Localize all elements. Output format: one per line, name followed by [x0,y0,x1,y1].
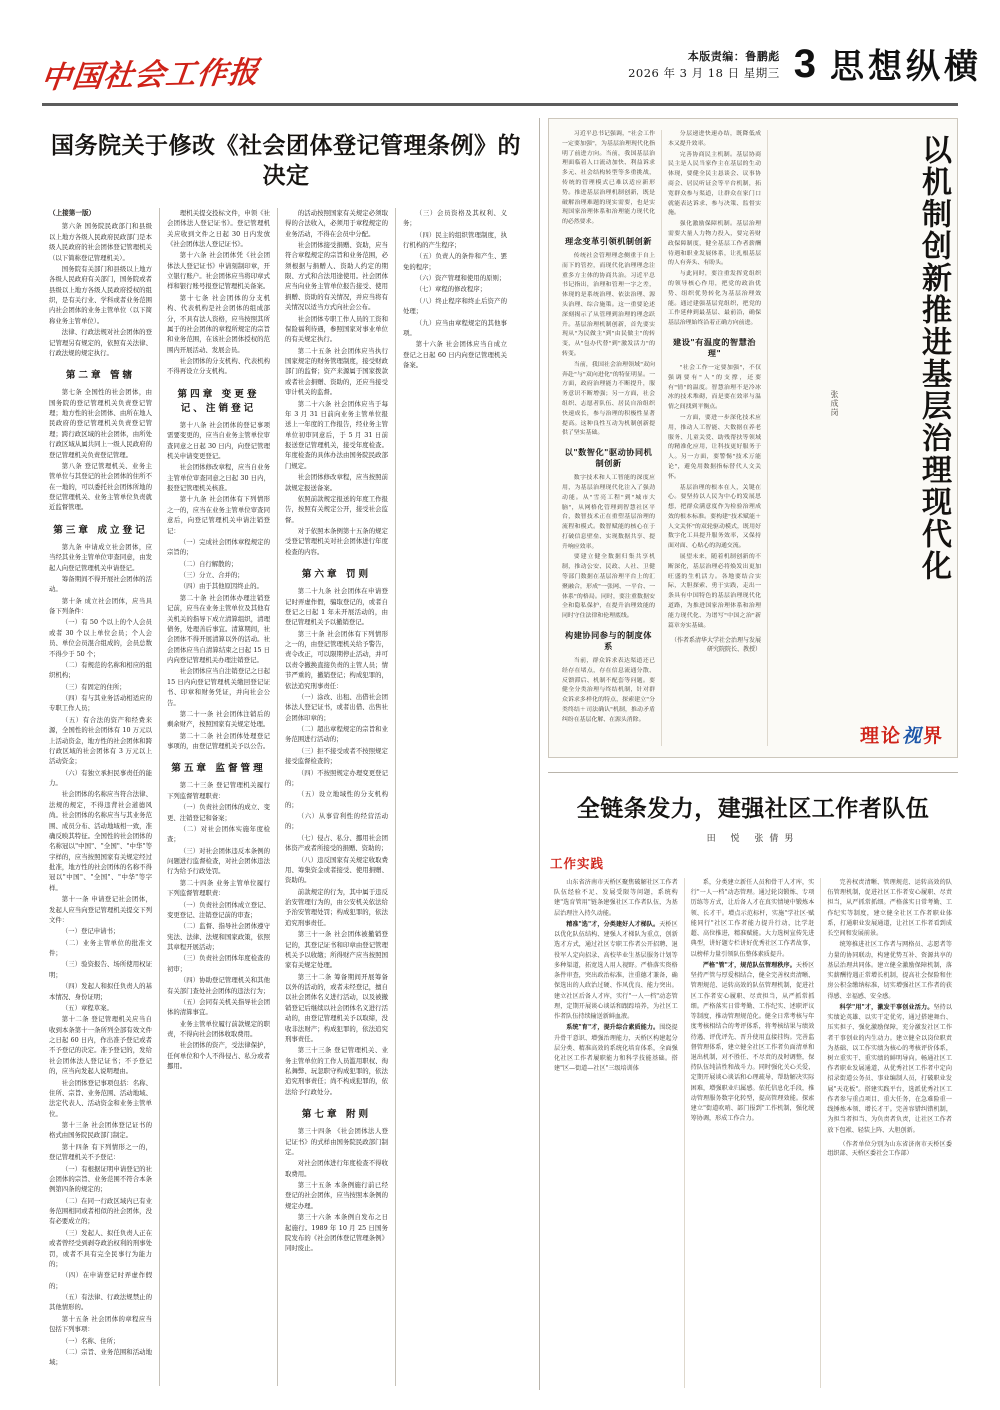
practice-section-tag: 工作实践 [550,856,605,871]
body-paragraph: （六）从事营利性的经营活动的； [285,812,388,831]
body-paragraph: （三）拒不接受或者不按照规定接受监督检查的； [285,746,388,766]
practice-column-1 [548,878,685,1388]
body-paragraph: 系统"育"才，提升综合素质能力。围绕提升骨干意识、增强治理能力，天桥区构建起分层分类、精准高效的系统化培育体系，全面强化社区工作者履职能力和科学技能基础。搭建"区—街道—社区"三级培训体 [554,1024,678,1073]
body-paragraph: 法律、行政法规对社会团体的登记管理另有规定的，依照有关法律、行政法规的规定执行。 [49,328,152,357]
body-paragraph: （二）在同一行政区域内已有业务范围相同或者相似的社会团体，没有必要成立的； [49,1196,152,1226]
masthead-meta [628,49,780,86]
right-section-divider [548,772,958,773]
body-paragraph: （五）章程草案。 [61,1003,113,1012]
practice-article-authors: 田 悦 张倩男 [706,834,800,844]
body-paragraph: 第三十三条 登记管理机关、业务主管单位的工作人员滥用职权、徇私舞弊、玩忽职守构成犯罪的，依法追究刑事责任；尚不构成犯罪的，依法给予行政处分。 [285,1046,388,1096]
body-paragraph: 当前，我国社会治理领域"双向奔赴"与"双向进化"的特征明显。一方面，政府治理能力不断提升，服务意识不断增强；另一方面，社会组织、志愿者队伍、居民自治组织快速成长，参与治理的积极性显著提高。这种良性互动为机制创新提供了坚实基础。 [562,361,655,437]
body-paragraph: 第十三条 社会团体登记证书的格式由国务院民政部门制定。 [49,1121,152,1140]
body-paragraph: 对社会团体进行年度检查不得收取费用。 [285,1159,388,1178]
body-paragraph: 的活动按照国家有关规定必须取得的合法收入，必须用于章程规定的业务活动，不得在会员中分配。 [285,208,388,238]
body-paragraph: 第二十六条 社会团体应当于每年 3 月 31 日前向业务主管单位报送上一年度的工作报告，经业务主管单位初审同意后，于 5 月 31 日前报送登记管理机关，接受年度检查。年度检查的具体办法由国务院民政部门规定。 [285,399,388,470]
paragraph-lead-in: 系统"育"才，提升综合素质能力。 [566,1024,660,1032]
theory-section-badge [860,721,944,748]
practice-article-title: 全链条发力，建强社区工作者队伍 [576,796,930,822]
body-paragraph: （二）宗旨、业务范围和活动地域； [49,1347,152,1367]
practice-column-2 [685,878,822,1388]
body-paragraph: 强化激励保障机制。基层治理需要大量人力物力投入，要完善财政保障制度，健全基层工作者薪酬待遇和职业发展体系，让扎根基层的人有奔头、有盼头。 [668,221,761,267]
body-paragraph: 第九条 申请成立社会团体，应当经其业务主管单位审查同意，由发起人向登记管理机关申请登记。 [49,542,152,572]
masthead-right [628,44,982,86]
body-paragraph: 社会团体的分支机构、代表机构不得再设立分支机构。 [167,357,270,376]
badge-part-3: 界 [922,725,944,747]
body-paragraph: 第十九条 社会团体有下列情形之一的，应当在业务主管单位审查同意后，向登记管理机关申请注销登记： [167,495,270,535]
body-paragraph: （五）有合法的资产和经费来源，全国性的社会团体有 10 万元以上活动资金，地方性的社会团体和跨行政区域的社会团体有 3 万元以上活动资金； [49,715,152,766]
theory-article [548,118,958,758]
body-paragraph: 第三十五条 本条例施行前已经登记的社会团体，应当按照本条例的规定办理。 [285,1181,388,1210]
newspaper-nameplate: 中国社会工作报 [39,55,261,96]
body-paragraph: （一）负责社会团体成立登记、变更登记、注销登记前的审查； [167,900,270,919]
body-paragraph: 第二十二条 社会团体处理登记事项的，由登记管理机关予以公告。 [167,731,270,751]
body-paragraph: 严格"管"才，规范队伍管理秩序。天桥区坚持严管与厚爱相结合，健全完善权责清晰、管理规范、运转高效的队伍管理机制，促进社区工作者安心履职、尽责担当，从严抓常抓细。严格落实日常考勤、工作纪实、述职评议等制度，推动管理规范化。健全日常考核与年度考核相结合的考评体系，将考核结果与绩效待遇、评优评先、晋升使用直接挂钩。完善监督管理体系，建立健全社区工作者负面清单和退出机制，对不胜任、不尽责的及时调整，保持队伍纯洁性和战斗力。同时强化关心关爱，定期开展谈心谈话和心理疏导，帮助解决实际困难，增强职业归属感。依托信息化手段，推动管理服务数字化转型，提高管理效能。探索建立"街道吹哨、部门报到"工作机制，强化统筹协调，形成工作合力。 [690,961,815,1123]
theory-article-title: 以机制创新推进基层治理现代化 [916,134,951,582]
body-paragraph: （二）自行解散的； [179,559,238,568]
masthead [0,0,1000,108]
body-paragraph: （八）终止程序和终止后资产的处理； [403,296,507,316]
body-paragraph: 第十六条 社会团体应当自成立登记之日起 60 日内向登记管理机关备案。 [403,340,507,370]
body-paragraph: （四）民主的组织管理制度，执行机构的产生程序； [403,230,507,249]
body-paragraph: 统筹推进社区工作者与网格员、志愿者等力量的协同联动，构建优势互补、资源共享的基层治理共同体。建立健全激励保障机制，落实薪酬待遇正常增长机制，提高社会保险和住房公积金缴纳标准，切实增强社区工作者的获得感、幸福感、安全感。 [827,941,953,1000]
decree-title: 国务院关于修改《社会团体登记管理条例》的决定 [51,133,521,189]
article-byline: （作者系清华大学社会治理与发展研究院院长、教授） [670,637,761,654]
body-paragraph: 第十条 成立社会团体，应当具备下列条件： [49,596,152,616]
body-paragraph: 当前，群众诉求表达渠道还已经存在堵点，存在信息流通分散、反馈滞后、机制不配套等问题。要健全分类治理与终结机制，针对群众诉求多样化的特点，探索建立"分类终结＋司法确认"机制，推动矛盾纠纷在基层化解、在源头消除。 [562,658,655,723]
theory-column-1 [556,130,662,746]
paragraph-lead-in: 科学"用"才，激发干事创业活力。 [839,1003,934,1011]
body-paragraph: 社会团体接受捐赠、资助，应当符合章程规定的宗旨和业务范围，必须根据与捐赠人、资助人约定的期限、方式和合法用途使用。社会团体应当向业务主管单位报告接受、使用捐赠、资助的有关情况，并应当将有关情况以适当方式向社会公布。 [285,240,388,312]
body-paragraph: （九）应当由章程规定的其他事项。 [403,318,507,337]
body-paragraph: 依照前款规定报送的年度工作报告，按照有关规定公开，接受社会监督。 [285,494,388,524]
body-paragraph: 科学"用"才，激发干事创业活力。坚持以实绩论英雄、以实干定优劣，通过搭建舞台、压实担子、强化激励保障，充分激发社区工作者干事创业的内生动力。建立健全以岗位职责为基础、以工作实绩为核心的考核评价体系，树立重实干、重实绩的鲜明导向。畅通社区工作者职业发展通道，从优秀社区工作者中定向招录街道公务员、事业编制人员，打破职业发展"天花板"。搭建实践平台，选派优秀社区工作者参与重点项目、重大任务，在急难险重一线锤炼本领、增长才干。完善容错纠错机制，为担当者担当、为负责者负责，让社区工作者放下包袱、轻装上阵、大胆创新。 [827,1003,953,1134]
continued-from-note: （上接第一版） [49,208,96,217]
practice-column-3 [821,878,958,1388]
body-paragraph: 第二十三条 登记管理机关履行下列监督管理职责： [167,781,270,800]
body-paragraph: （二）有规范的名称和相应的组织机构； [49,660,152,680]
body-paragraph: 社会团体的资产，受法律保护，任何单位和个人不得侵占、私分或者挪用。 [167,1041,270,1071]
body-paragraph: （一）负责社会团体的成立、变更、注销登记和备案； [167,803,270,822]
chapter-heading: 第五章 监督管理 [171,763,266,775]
body-paragraph: 传统社会管理理念侧重于自上而下的管控，而现代化治理理念注重多方主体的协商共治。习近平总书记指出，治理和管理一字之差，体现的是系统治理、依法治理、源头治理、综合施策。这一重要论述深刻揭示了从管理到治理的理念跃升。基层治理机制创新，首先要实现从"为民做主"到"由民做主"的转变，从"包办代替"到"激发活力"的转变。 [562,252,655,357]
body-paragraph: 第三十一条 社会团体被撤销登记的，其登记证书和印章由登记管理机关予以收缴；所得财产应当按照国家有关规定处理。 [285,930,388,970]
chapter-heading: 第二章 管辖 [65,370,136,382]
body-paragraph: （四）由于其他原因终止的。 [179,582,263,591]
chapter-heading: 第七章 附则 [301,1109,372,1121]
body-paragraph: （三）对社会团体违反本条例的问题进行监督检查，对社会团体违法行为给予行政处罚。 [167,846,270,876]
body-paragraph: 业务主管单位履行前款规定的职责，不得向社会团体收取费用。 [167,1019,270,1039]
badge-part-2: 视 [901,725,923,747]
body-paragraph: （二）监督、指导社会团体遵守宪法、法律、法规和国家政策，依照其章程开展活动； [167,922,270,952]
body-paragraph: 展望未来，随着机制创新的不断深化，基层治理必将焕发出更加旺盛的生机活力。各地要结合实际，大胆探索、勇于实践，走出一条具有中国特色的基层治理现代化道路，为推进国家治理体系和治理能力现代化、为谱写"中国之治"新篇章夯实基础。 [668,554,761,629]
body-paragraph: （三）分立、合并的； [179,571,244,580]
body-paragraph: 数字技术和人工智能的深度应用，为基层治理现代化注入了强劲动能。从"雪亮工程"到"城市大脑"，从网格化管理到智慧社区平台，数智技术正在重塑基层治理的流程和模式。数智赋能的核心在于打破信息壁垒、实现数据共享、提升响应效率。 [562,475,655,550]
body-paragraph: 国务院有关部门和县级以上地方各级人民政府有关部门，国务院或者县级以上地方各级人民政府授权的组织，是有关行业、学科或者业务范围内社会团体的业务主管单位（以下简称业务主管单位）。 [49,264,152,325]
publication-date: 2026 年 3 月 18 日 星期三 [628,66,780,81]
body-paragraph: 第三十条 社会团体有下列情形之一的，由登记管理机关给予警告，责令改正，可以限期停止活动，并可以责令撤换直接负责的主管人员；情节严重的，撤销登记；构成犯罪的，依法追究刑事责任： [285,629,388,690]
body-paragraph: 第十四条 有下列情形之一的，登记管理机关不予登记： [49,1142,152,1162]
body-paragraph: 社会团体登记事项包括：名称、住所、宗旨、业务范围、活动地域、法定代表人、活动资金和业务主管单位。 [49,1078,152,1118]
body-paragraph: 第二十四条 业务主管单位履行下列监督管理职责： [167,878,270,898]
section-name: 思想纵横 [830,47,982,87]
body-paragraph: 分层递进快速办结，既降低成本又提升效率。 [668,131,761,147]
body-paragraph: （二）超出章程规定的宗旨和业务范围进行活动的； [285,725,388,744]
body-paragraph: 第八条 登记管理机关、业务主管单位与其登记的社会团体的住所不在一地的，可以委托社会团体所地的登记管理机关、业务主管单位负责就近监督管理。 [49,461,152,512]
body-paragraph: 系，分类建立新任人员和骨干人才库，实行"一人一档"动态管理。通过轮岗锻炼、专项历练等方式，让后备人才在真实情境中锻炼本领、长才干。增点示范标杆，实施"学社区·赋能同行"社区工作者能力提升行动，比学赶超、高位推进，精准赋能。大力选树宣传先进典型，讲好题专栏讲好优秀社区工作者故事，以榜样力量引领队伍整体素质提升。 [690,879,815,958]
subsection-heading: 以"数智化"驱动协同机制创新 [564,447,653,469]
chapter-heading: 第三章 成立登记 [53,524,148,536]
article-byline: （作者单位分别为山东省济南市天桥区委组织部、天桥区委社会工作部） [827,1140,953,1157]
body-paragraph: （三）发起人、拟任负责人正在或者曾经受到剥夺政治权利的刑事处罚，或者不具有完全民事行为能力的； [49,1228,152,1268]
decree-columns [42,208,530,1386]
body-paragraph: 第十八条 社会团体的登记事项需要变更的，应当自业务主管单位审查同意之日起 30 日内，向登记管理机关申请变更登记。 [167,420,270,460]
body-paragraph: 与此同时，要注重发挥党组织的领导核心作用，把党的政治优势、组织优势转化为基层治理效能。通过建强基层党组织，把党的工作延伸到最基层、最前沿，确保基层治理始终沿着正确方向前进。 [668,271,761,327]
decree-column-2 [160,208,278,1386]
body-paragraph: 第十六条 社会团体凭《社会团体法人登记证书》申请刻制印章，开立银行账户。社会团体应当将印章式样和银行账号报登记管理机关备案。 [167,251,270,291]
theory-column-2 [662,130,768,746]
body-paragraph: 第三十六条 本条例自发布之日起施行。1989 年 10 月 25 日国务院发布的《社会团体登记管理条例》同时废止。 [285,1213,388,1253]
subsection-heading: 建设"有温度的智慧治理" [673,336,756,358]
body-paragraph: 社会团体修改章程，应当自业务主管单位审查同意之日起 30 日内，报登记管理机关核准。 [167,463,270,493]
body-paragraph: （七）侵占、私分、挪用社会团体资产或者所接受的捐赠、资助的； [285,833,388,853]
body-paragraph: （二）业务主管单位的批准文件； [49,938,152,958]
body-paragraph: （五）负责人的条件和产生、罢免的程序； [403,252,507,271]
theory-column-3 [768,130,874,746]
body-paragraph: （一）涂改、出租、出借社会团体法人登记证书，或者出借、出售社会团体印章的； [285,692,388,722]
body-paragraph: （三）负责社会团体年度检查的初审； [167,954,270,973]
body-paragraph: （四）协助登记管理机关和其他有关部门查处社会团体的违法行为； [167,976,270,995]
body-paragraph: 精准"选"才，分类建好人才梯队。天桥区以优化队伍结构、建强人才梯队为重点，创新选才方式，通过社区专职工作者公开招聘、退役军人定向招录、高校毕业生基层服务计划等多种渠道，拓宽选人用人视野。严格落实资格条件审查，突出政治标准，注重德才兼备，确保选出的人政治过硬、作风优良、能力突出。建立社区后备人才库，实行"一人一档"动态管理，定期开展谈心谈话和跟踪培养，为社区工作者队伍持续输送新鲜血液。 [554,920,678,1021]
body-paragraph: （一）有根据证明申请登记的社会团体的宗旨、业务范围不符合本条例第四条的规定的； [49,1164,152,1194]
body-paragraph: 习近平总书记强调，"社会工作一定要加强"，为基层治理现代化指明了前进方向。当前，我国基层治理面临着人口流动加快、利益诉求多元、社会结构转型等多重挑战，传统的管理模式已难以适应新形势。推进基层治理机制创新，既是破解治理难题的现实需要，也是实现国家治理体系和治理能力现代化的必然要求。 [562,131,655,226]
theory-article-author: 张成岗 [830,390,839,417]
body-paragraph: （三）有固定的住所； [61,682,126,691]
body-paragraph: 社会团体修改章程，应当按照前款规定报送备案。 [285,473,388,492]
masthead-rule [42,103,958,106]
body-paragraph: 前款规定的行为，其中属于违反治安管理行为的，由公安机关依法给予治安管理处罚；构成犯罪的，依法追究刑事责任。 [285,887,388,927]
page-editor-label: 本版责编：鲁鹏彪 [687,50,780,64]
body-paragraph: 第十二条 登记管理机关应当自收到本条第十一条所列全部有效文件之日起 60 日内，作出准予登记或者不予登记的决定。准予登记的，发给社会团体法人登记证书；不予登记的，应当向发起人说明理由。 [49,1015,152,1076]
body-paragraph: （一）登记申请书； [61,927,120,936]
decree-column-1 [42,208,160,1386]
body-paragraph: 完善协商民主机制。基层协商民主是人民当家作主在基层的生动体现，要健全民主恳谈会、议事协商会、居民听证会等平台机制，拓宽群众参与渠道，让群众在家门口就能表达诉求、参与决策、监督实施。 [668,151,761,217]
body-paragraph: 社会团体应当自注销登记之日起 15 日内向登记管理机关缴回登记证书、印章和财务凭证，并向社会公告。 [167,667,270,707]
body-paragraph: "社会工作一定要加强"，不仅强调要有"人"的支撑，还要有"情"的温度。智慧治理不是冷冰冰的技术堆砌，而是要在效率与温情之间找到平衡点。 [668,364,761,411]
body-paragraph: 要建立健全数据归集共享机制，推动公安、民政、人社、卫健等部门数据在基层治理平台上的汇聚融合，形成"一张网、一平台、一体系"的格局。同时，要注重数据安全和隐私保护，在提升治理效能的同时守住法律和伦理底线。 [562,554,655,620]
body-paragraph: 社会团体专职工作人员的工资和保险福利待遇，参照国家对事业单位的有关规定执行。 [285,314,388,344]
body-paragraph: 对于依照本条例第十五条的规定受登记管理机关对社会团体进行年度检查的内容。 [285,527,388,556]
paragraph-lead-in: 精准"选"才，分类建好人才梯队。 [566,920,660,928]
body-paragraph: （一）名称、住所； [61,1336,120,1345]
body-paragraph: （四）有与其业务活动相适应的专职工作人员； [49,694,152,713]
body-paragraph: 基层治理的根本在人，关键在心。要坚持以人民为中心的发展思想，把群众满意度作为检验治理成效的根本标准。要构建"技术赋能＋人文关怀"的双轮驱动模式，既用好数字化工具提升服务效率，又保持面对面、心贴心的沟通交流。 [668,484,761,550]
body-paragraph: 第十一条 申请登记社会团体，发起人应当向登记管理机关提交下列文件： [49,895,152,924]
body-paragraph: 一方面，要进一步深化技术应用，推动人工智能、大数据在养老服务、儿童关爱、助残帮扶等领域的精准化应用，让科技更好服务于人。另一方面，要警惕"技术万能论"，避免用数据指标替代人文关怀。 [668,414,761,480]
body-paragraph: （四）不按照规定办理变更登记的； [285,768,388,787]
practice-article [548,790,958,1390]
body-paragraph: （二）对社会团体实施年度检查； [167,824,270,844]
body-paragraph: （三）验资报告、场所使用权证明； [49,960,152,979]
body-paragraph: （六）资产管理和使用的原则； [415,274,506,283]
body-paragraph: 完善权责清晰、管理规范、运转高效的队伍管理机制，促进社区工作者安心履职、尽责担当，从严抓常抓细。严格落实日常考勤、工作纪实等制度，建立健全社区工作者职业体系，打通职业发展通道，让社区工作者看到成长空间和发展前景。 [827,879,953,938]
practice-article-columns [548,878,958,1388]
body-paragraph: （一）完成社会团体章程规定的宗旨的； [167,537,270,557]
body-paragraph: （四）在申请登记时弄虚作假的； [49,1271,152,1290]
body-paragraph: （五）有法律、行政法规禁止的其他情形的。 [49,1293,152,1312]
body-paragraph: 社会团体的名称应当符合法律、法规的规定，不得违背社会道德风尚。社会团体的名称应当与其业务范围、成员分布、活动地域相一致，准确反映其特征。全国性的社会团体的名称冠以"中国"、"全国"、"中华"等字样的，应当按照国家有关规定经过批准，地方性的社会团体的名称不得冠以"中国"、"全国"、"中华"等字样。 [49,790,152,892]
body-paragraph: （七）章程的修改程序； [415,285,487,294]
body-paragraph: （五）设立地域性的分支机构的； [285,790,388,809]
body-paragraph: （六）有独立承担民事责任的能力。 [49,768,152,788]
decree-column-4 [396,208,514,1386]
body-paragraph: （三）会员资格及其权利、义务； [403,208,507,228]
body-paragraph: 第三十四条 《社会团体法人登记证书》的式样由国务院民政部门制定。 [285,1127,388,1156]
badge-part-1: 理论 [859,725,902,747]
body-paragraph: 理机关提交投标文件，申领《社会团体法人登记证书》。登记管理机关应收到文件之日起 30 日内发放《社会团体法人登记证书》。 [167,208,270,248]
page-number: 3 [793,42,816,86]
body-paragraph: 第十五条 社会团体的章程应当包括下列事项： [49,1314,152,1334]
body-paragraph: （八）违反国家有关规定收取费用、筹集资金或者接受、使用捐赠、资助的。 [285,855,388,885]
body-paragraph: 第七条 全国性的社会团体，由国务院的登记管理机关负责登记管理；地方性的社会团体、由所在地人民政府的登记管理机关负责登记管理；跨行政区域的社会团体，由所处行政区域从属共同上一级人民政府的登记管理机关负责登记管理。 [49,388,152,459]
decree-column-3 [278,208,396,1386]
theory-article-columns [556,130,874,746]
main-column-divider [539,118,540,1390]
body-paragraph: （一）有 50 个以上的个人会员或者 30 个以上单位会员；个人会员、单位会员混合组成的，会员总数不得少于 50 个； [49,618,152,658]
body-paragraph: 第六条 国务院民政部门和县级以上地方各级人民政府民政部门是本级人民政府的社会团体登记管理机关（以下简称登记管理机关）。 [49,222,152,262]
body-paragraph: 第二十条 社会团体办理注销登记前，应当在业务主管单位及其他有关机关的指导下成立清算组织，清理债务，处理善后事宜。清算期间，社会团体不得开展清算以外的活动。社会团体应当自清算结束之日起 15 日内向登记管理机关办理注销登记。 [167,593,270,665]
body-paragraph: 山东省济南市天桥区聚焦破解社区工作者队伍经验不足、发展受限等问题，系统构建"选育管用"链条建强社区工作者队伍，为基层治理注入持久动能。 [554,879,678,917]
decree-article [42,118,530,1390]
body-paragraph: 第二十五条 社会团体应当执行国家规定的财务管理制度，接受财政部门的监督；资产来源属于国家拨款或者社会捐赠、资助的，还应当接受审计机关的监督。 [285,346,388,397]
body-paragraph: 第十七条 社会团体的分支机构、代表机构是社会团体的组成部分，不具有法人资格，应当按照其所属于的社会团体的章程所规定的宗旨和业务范围，在该社会团体授权的范围内开展活动、发展会员。 [167,293,270,354]
subsection-heading: 理念变革引领机制创新 [565,235,652,246]
body-paragraph: 第二十一条 社会团体注销后的剩余财产，按照国家有关规定处理。 [167,709,270,729]
body-paragraph: 第三十二条 筹备期间开展筹备以外的活动的，或者未经登记，擅自以社会团体名义进行活动，以及被撤销登记后继续以社会团体名义进行活动的，由登记管理机关予以取缔，没收非法财产；构成犯罪的，依法追究刑事责任。 [285,972,388,1043]
chapter-heading: 第六章 罚则 [301,569,372,581]
chapter-heading: 第四章 变更登记、注销登记 [177,388,260,414]
body-paragraph: （五）会同有关机关指导社会团体的清算事宜。 [167,997,270,1017]
body-paragraph: 筹备期间不得开展社会团体的活动。 [49,574,152,594]
subsection-heading: 构建协同参与的制度体系 [565,630,652,652]
paragraph-lead-in: 严格"管"才，规范队伍管理秩序。 [702,961,796,969]
body-paragraph: 第二十九条 社会团体在申请登记时弄虚作假，骗取登记的，或者自登记之日起 1 年未开展活动的，由登记管理机关予以撤销登记。 [285,587,388,627]
body-paragraph: （四）发起人和拟任负责人的基本情况、身份证明； [49,982,152,1001]
